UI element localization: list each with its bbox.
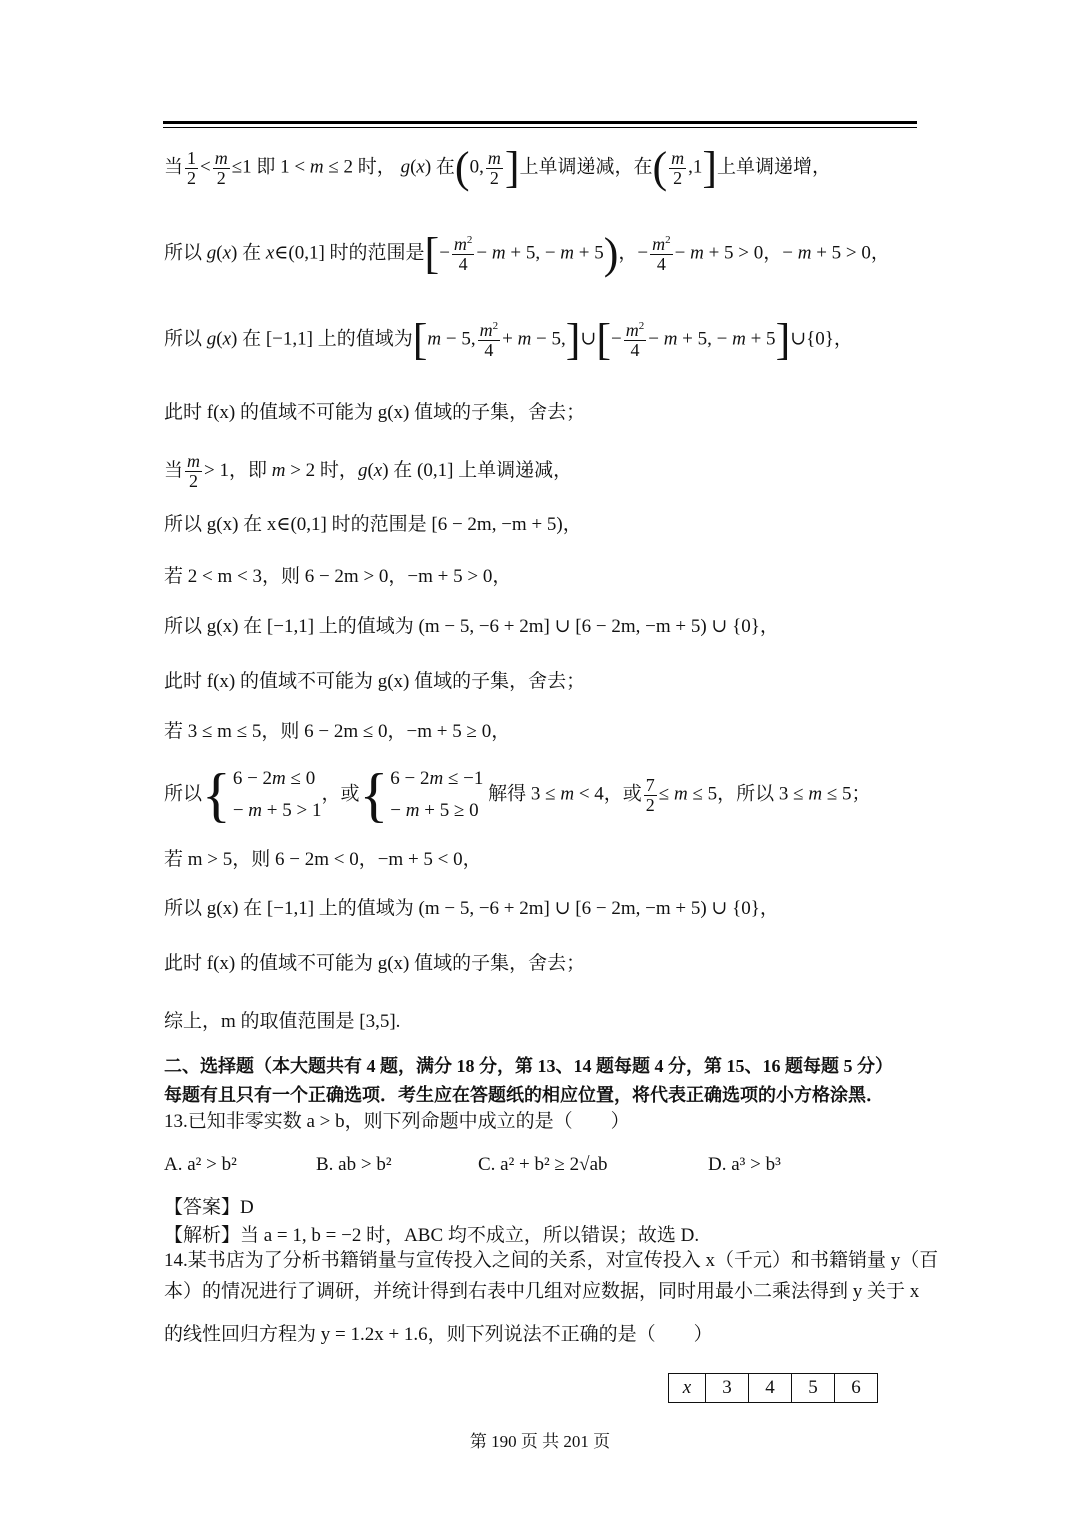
line-8: 所以 g(x) 在 [−1,1] 上的值域为 (m − 5, −6 + 2m] ∪ [6 − 2m, −m + 5) ∪ {0}， [164,616,779,637]
question-13: 13.已知非零实数 a > b，则下列命题中成立的是（ ） [164,1111,630,1132]
line-4: 此时 f(x) 的值域不可能为 g(x) 值域的子集，舍去； [164,402,586,423]
line-13: 所以 g(x) 在 [−1,1] 上的值域为 (m − 5, −6 + 2m] ∪ [6 − 2m, −m + 5) ∪ {0}， [164,898,779,919]
header-rule-thick [163,121,917,124]
question-14-line-3: 的线性回归方程为 y = 1.2x + 1.6，则下列说法不正确的是（ ） [164,1324,713,1345]
header-rule-thin [163,127,917,128]
table-cell: 4 [749,1374,792,1403]
line-10: 若 3 ≤ m ≤ 5，则 6 − 2m ≤ 0，−m + 5 ≥ 0， [164,721,511,742]
line-6: 所以 g(x) 在 x∈(0,1] 时的范围是 [6 − 2m, −m + 5)， [164,514,582,535]
data-table [668,1373,878,1403]
option-a: A. a² > b² [164,1154,237,1175]
table-cell: 6 [835,1374,878,1403]
line-1: 当 $\frac{1}{2}$ < $\frac{m}{2}$ ≤1 即 1 < m ≤ 2 时， g(x) 在(0, $\frac{m}{2}$ ]上单调递减，在( $\frac{m}{2}$ ,1]上单调递增， [164,143,832,192]
table-cell: 5 [792,1374,835,1403]
option-b: B. ab > b² [316,1154,392,1175]
table-header-cell: x [669,1374,706,1403]
line-15: 综上，m 的取值范围是 [3,5]. [164,1011,401,1032]
line-14: 此时 f(x) 的值域不可能为 g(x) 值域的子集，舍去； [164,953,586,974]
option-c: C. a² + b² ≥ 2√ab [478,1154,608,1175]
section-heading: 二、选择题（本大题共有 4 题，满分 18 分，第 13、14 题每题 4 分，第 15、16 题每题 5 分） [164,1056,893,1076]
line-3: 所以 g(x) 在 [−1,1] 上的值域为[m − 5, $\frac{m^2}{4}$ + m − 5,]∪[− $\frac{m^2}{4}$ − m + 5, − m + 5]∪{0}， [164,315,853,364]
page-footer: 第 190 页 共 201 页 [469,1432,611,1451]
line-12: 若 m > 5，则 6 − 2m < 0，−m + 5 < 0， [164,849,482,870]
section-instructions: 每题有且只有一个正确选项．考生应在答题纸的相应位置，将代表正确选项的小方格涂黑． [164,1085,884,1105]
question-14-line-2: 本）的情况进行了调研，并统计得到右表中几组对应数据，同时用最小二乘法得到 y 关于 x [164,1281,920,1302]
line-2: 所以 g(x) 在 x∈(0,1] 时的范围是[− $\frac{m^2}{4}$ − m + 5, − m + 5)，− $\frac{m^2}{4}$ − m + 5 > 0，− m + 5 > 0， [164,229,890,278]
line-7: 若 2 < m < 3，则 6 − 2m > 0，−m + 5 > 0， [164,566,512,587]
answer-13: 【答案】D [164,1197,254,1218]
table-cell: 3 [706,1374,749,1403]
question-14-line-1: 14.某书店为了分析书籍销量与宣传投入之间的关系，对宣传投入 x（千元）和书籍销量 y（百 [164,1250,939,1271]
explanation-13: 【解析】当 a = 1, b = −2 时，ABC 均不成立，所以错误；故选 D. [164,1225,700,1246]
line-9: 此时 f(x) 的值域不可能为 g(x) 值域的子集，舍去； [164,671,586,692]
line-11: 所以 { 6 − 2m ≤ 0 − m + 5 > 1 ，或 { 6 − 2m ≤ −1 − m + 5 ≥ 0 解得 3 ≤ m < 4，或 $\frac{7}{2}$ ≤ m ≤ 5，所以 3 ≤ m ≤ 5； [164,762,871,828]
option-d: D. a³ > b³ [708,1154,781,1175]
line-5: 当 $\frac{m}{2}$ > 1，即 m > 2 时，g(x) 在 (0,1] 上单调递减， [164,451,573,491]
table-row [669,1374,878,1403]
